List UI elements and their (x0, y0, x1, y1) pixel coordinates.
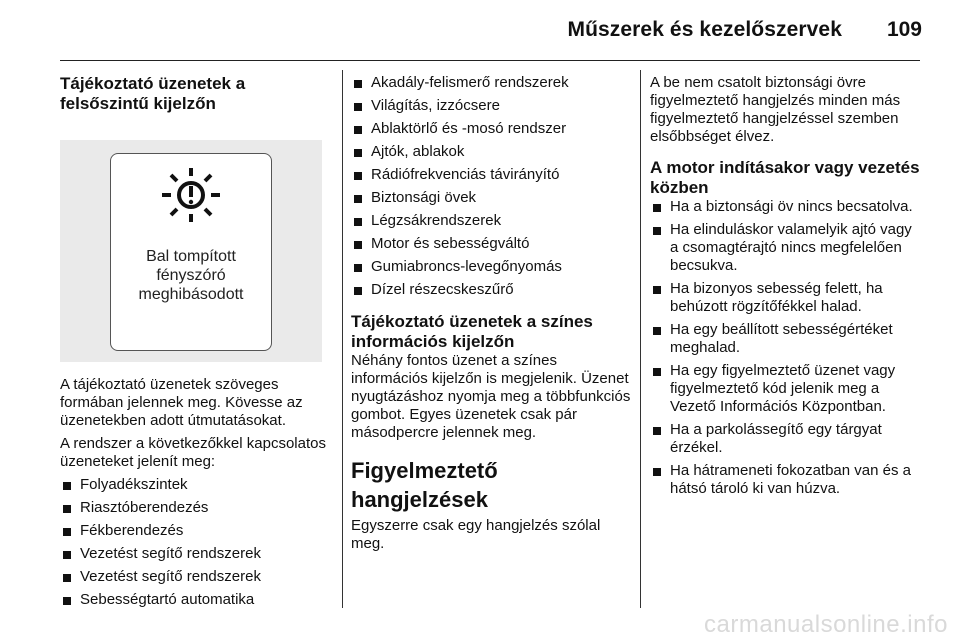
bullet-icon (354, 149, 362, 157)
system-list-2 (351, 74, 633, 299)
bullet-icon (653, 204, 661, 212)
list-item: Motor és sebességváltó (351, 235, 633, 253)
paragraph-intro: A tájékoztató üzenetek szöveges formában jelennek meg. Kövesse az üzenetekben adott útmutatásokat. (60, 376, 303, 429)
list-item: Sebességtartó automatika (60, 591, 332, 609)
bullet-icon (63, 528, 71, 536)
paragraph-seatbelt-priority: A be nem csatolt biztonsági övre figyelmeztető hangjelzés minden más figyelmeztető hangjelzéssel szemben elsőbbséget élvez. (650, 74, 901, 145)
paragraph-color-display: Néhány fontos üzenet a színes információs kijelzőn is megjelenik. Üzenet nyugtázáshoz nyomja meg a többfunkciós gombot. Egyes üzenetek csak pár másodpercre jelennek meg. (351, 352, 631, 441)
bullet-icon (653, 368, 661, 376)
bullet-icon (354, 264, 362, 272)
system-list-1 (60, 476, 332, 609)
list-item: Fékberendezés (60, 522, 332, 540)
bullet-icon (653, 427, 661, 435)
section-heading-color-display: Tájékoztató üzenetek a színes információs kijelzőn (351, 312, 593, 351)
bullet-icon (653, 327, 661, 335)
bullet-icon (653, 286, 661, 294)
list-item: Dízel részecskeszűrő (351, 281, 633, 299)
list-item: Ajtók, ablakok (351, 143, 633, 161)
watermark: carmanualsonline.info (704, 611, 948, 638)
list-item: Légzsákrendszerek (351, 212, 633, 230)
page-title: Műszerek és kezelőszervek (567, 18, 842, 41)
paragraph-one-chime: Egyszerre csak egy hangjelzés szólal meg. (351, 517, 601, 552)
column-1 (60, 74, 332, 609)
column-divider-1 (342, 70, 343, 608)
list-item: Ha elinduláskor valamelyik ajtó vagy a csomagtérajtó nincs megfelelően becsukva. (650, 221, 924, 275)
display-line-3: meghibásodott (138, 286, 244, 303)
column-2 (351, 74, 633, 553)
list-item: Ablaktörlő és -mosó rendszer (351, 120, 633, 138)
page-number: 109 (886, 18, 922, 41)
column-3 (650, 74, 924, 498)
bullet-icon (354, 241, 362, 249)
list-item: Gumiabroncs-levegőnyomás (351, 258, 633, 276)
list-item: Folyadékszintek (60, 476, 332, 494)
header-divider (60, 60, 920, 61)
list-item: Vezetést segítő rendszerek (60, 545, 332, 563)
column-divider-2 (640, 70, 641, 608)
bullet-icon (63, 597, 71, 605)
bullet-icon (354, 126, 362, 134)
exterior-light-warning-icon (160, 166, 222, 224)
list-item: Ha egy beállított sebességértéket meghalad. (650, 321, 924, 357)
bullet-icon (354, 103, 362, 111)
bullet-icon (354, 195, 362, 203)
bullet-icon (653, 227, 661, 235)
list-item: Ha a biztonsági öv nincs becsatolva. (650, 198, 924, 216)
list-item: Biztonsági övek (351, 189, 633, 207)
list-item: Ha hátrameneti fokozatban van és a hátsó tároló ki van húzva. (650, 462, 924, 498)
bullet-icon (63, 574, 71, 582)
list-item: Vezetést segítő rendszerek (60, 568, 332, 586)
bullet-icon (63, 551, 71, 559)
paragraph-systems: A rendszer a következőkkel kapcsolatos üzeneteket jelenít meg: (60, 435, 326, 470)
chime-condition-list (650, 198, 924, 498)
page-header (0, 0, 960, 62)
bullet-icon (354, 287, 362, 295)
bullet-icon (63, 505, 71, 513)
list-item: Világítás, izzócsere (351, 97, 633, 115)
display-line-2: fényszóró (156, 267, 226, 284)
list-item: Akadály-felismerő rendszerek (351, 74, 633, 92)
display-screen (110, 153, 272, 351)
list-item: Riasztóberendezés (60, 499, 332, 517)
list-item: Ha bizonyos sebesség felett, ha behúzott rögzítőfékkel halad. (650, 280, 924, 316)
bullet-icon (653, 468, 661, 476)
list-item: Rádiófrekvenciás távirányító (351, 166, 633, 184)
bullet-icon (354, 218, 362, 226)
list-item: Ha a parkolássegítő egy tárgyat érzékel. (650, 421, 924, 457)
list-item: Ha egy figyelmeztető üzenet vagy figyelmeztető kód jelenik meg a Vezető Információs Központban. (650, 362, 924, 416)
bullet-icon (354, 80, 362, 88)
section-heading-warning-chimes: Figyelmeztető hangjelzések (351, 458, 498, 512)
section-heading-engine-start: A motor indításakor vagy vezetés közben (650, 158, 920, 197)
bullet-icon (354, 172, 362, 180)
display-line-1: Bal tompított (146, 248, 236, 265)
display-illustration (60, 140, 322, 362)
bullet-icon (63, 482, 71, 490)
section-heading-info-messages: Tájékoztató üzenetek a felsőszintű kijelzőn (60, 74, 246, 113)
